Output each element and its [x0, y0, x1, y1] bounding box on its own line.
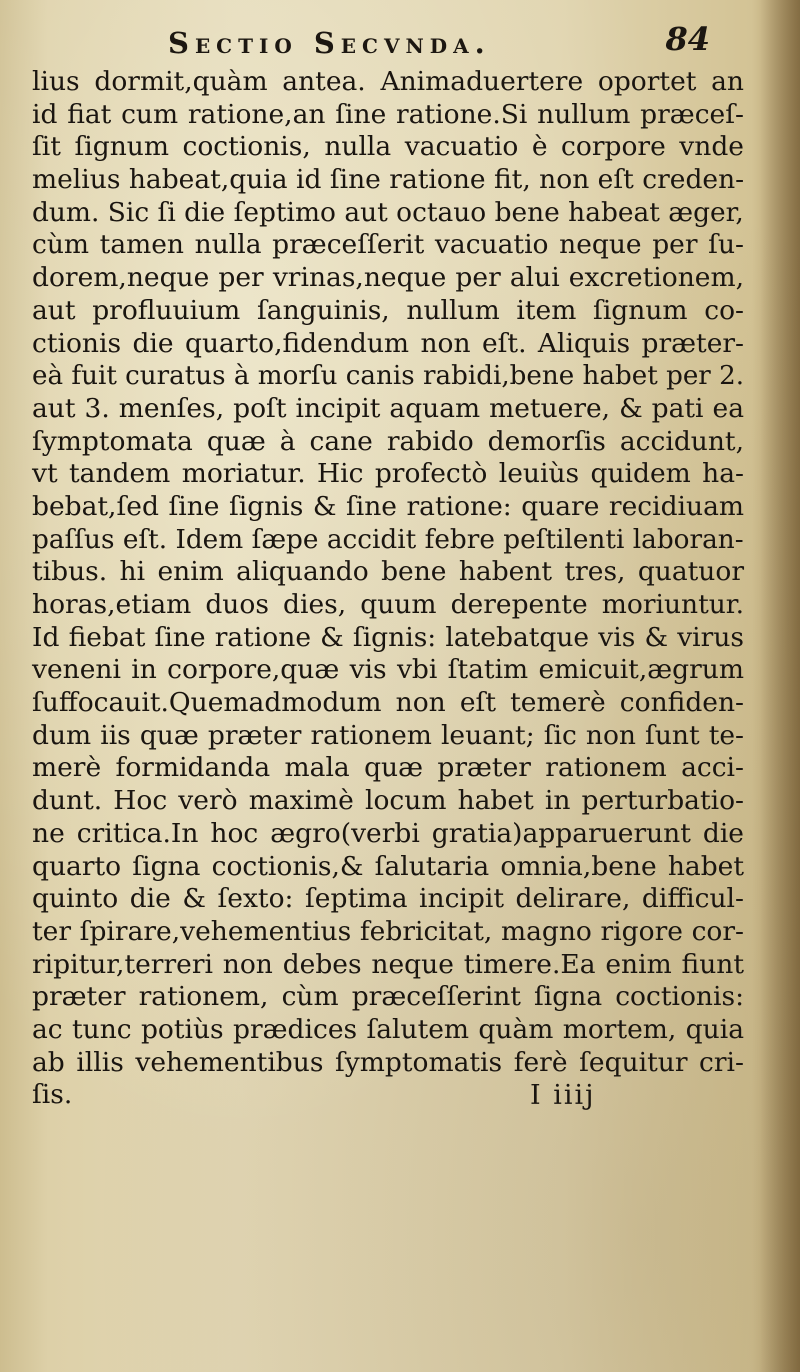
text-line: horas,etiam duos dies, quum derepente moriuntur. [32, 589, 744, 620]
text-line: ab illis vehementibus ſymptomatis ferè ſequitur cri- [32, 1046, 744, 1078]
text-line: ne critica.In hoc ægro(verbi gratia)apparuerunt die [32, 817, 744, 849]
text-line: tibus. hi enim aliquando bene habent tres, quatuor [32, 556, 744, 588]
text-line: veneni in corpore,quæ vis vbi ſtatim emicuit,ægrum [32, 654, 744, 686]
text-line: id fiat cum ratione,an ſine ratione.Si nullum præceſ- [32, 98, 744, 130]
text-line: quarto ſigna coctionis,& ſalutaria omnia,bene habet [32, 850, 744, 882]
text-line: ctionis die quarto,fidendum non eſt. Aliquis præter- [32, 327, 744, 359]
text-line: ſuffocauit.Quemadmodum non eſt temerè confiden- [32, 687, 744, 719]
text-line: dorem,neque per vrinas,neque per alui excretionem, [32, 262, 744, 294]
text-line: vt tandem moriatur. Hic profectò leuiùs quidem ha- [32, 458, 744, 490]
text-line: dum. Sic ſi die ſeptimo aut octauo bene habeat æger, [32, 196, 744, 228]
page-number: 84 [665, 20, 710, 58]
text-line: merè formidanda mala quæ præter rationem acci- [32, 752, 744, 784]
text-line: dunt. Hoc verò maximè locum habet in perturbatio- [32, 785, 744, 817]
text-line: ripitur,terreri non debes neque timere.Ea enim fiunt [32, 948, 744, 980]
text-line: cùm tamen nulla præceſſerit vacuatio neque per ſu- [32, 229, 744, 261]
page-edge-shadow [760, 0, 800, 1372]
text-line: Id fiebat ſine ratione & ſignis: latebatque vis & virus [32, 621, 744, 653]
signature-mark: I iiij [530, 1080, 596, 1111]
text-line: ſit ſignum coctionis, nulla vacuatio è corpore vnde [32, 131, 744, 163]
text-line: paſſus eſt. Idem ſæpe accidit febre peſtilenti laboran- [32, 523, 744, 555]
text-line: quinto die & ſexto: ſeptima incipit delirare, difficul- [32, 883, 744, 915]
text-line: dum iis quæ præter rationem leuant; ſic non ſunt te- [32, 719, 744, 751]
text-line: lius dormit,quàm antea. Animaduertere oportet an [32, 66, 744, 97]
text-line: ſis. [32, 1079, 73, 1111]
text-line: ſymptomata quæ à cane rabido demorſis accidunt, [32, 425, 744, 457]
text-line: eà fuit curatus à morſu canis rabidi,bene habet per 2. [32, 360, 745, 392]
text-line: ac tunc potiùs prædices ſalutem quàm mortem, quia [32, 1013, 744, 1045]
text-line: aut profluuium ſanguinis, nullum item ſignum co- [32, 294, 744, 326]
text-line: ter ſpirare,vehementius febricitat, magno rigore cor- [32, 915, 744, 947]
body-text [32, 66, 744, 1112]
running-title: Sectio Secvnda. [168, 26, 491, 60]
text-line: melius habeat,quia id ſine ratione fit, non eſt creden- [32, 164, 745, 196]
page-header [168, 20, 728, 66]
text-line: aut 3. menſes, poſt incipit aquam metuere, & pati ea [32, 392, 744, 424]
text-line: præter rationem, cùm præceſſerint ſigna coctionis: [32, 981, 744, 1013]
text-line: bebat,ſed ſine ſignis & ſine ratione: quare recidiuam [32, 490, 744, 522]
